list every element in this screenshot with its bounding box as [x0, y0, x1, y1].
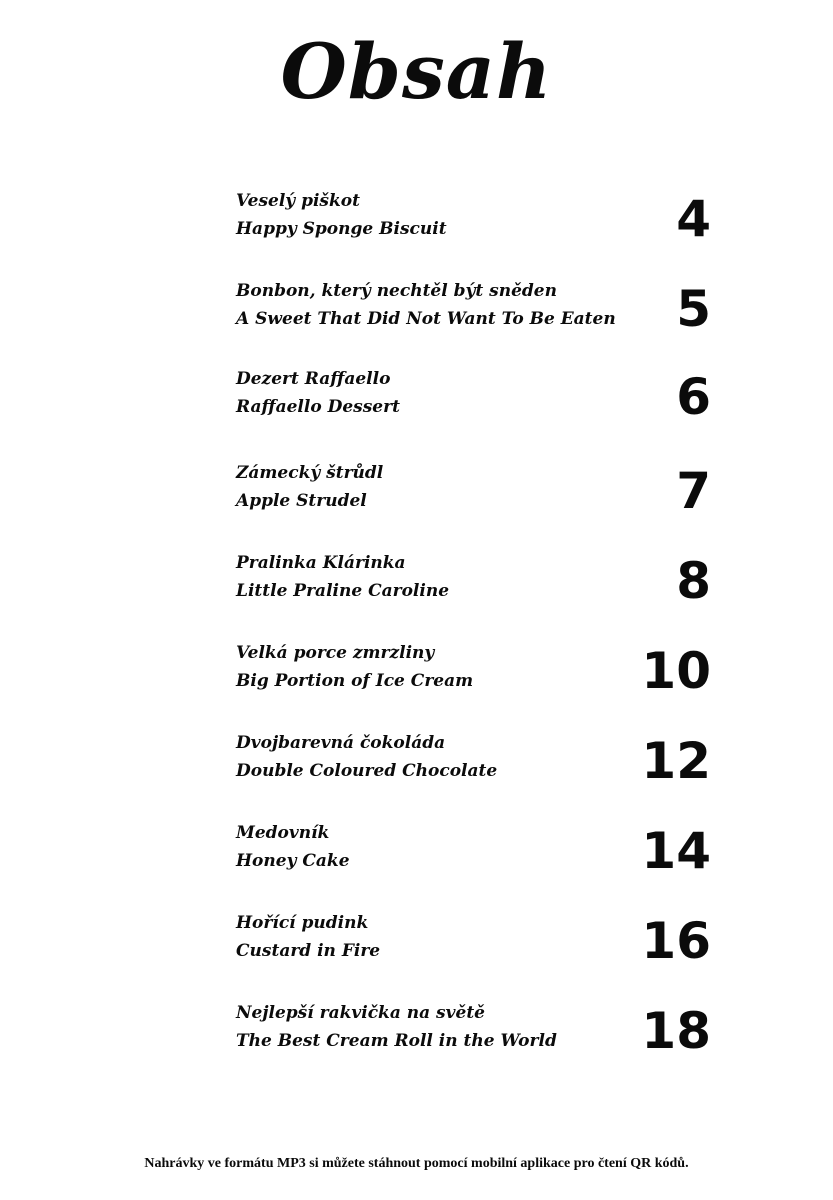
- toc-entry: [0, 992, 833, 1072]
- toc-entry-czech-title: Velká porce zmrzliny: [236, 643, 435, 663]
- table-of-contents: [0, 180, 833, 1080]
- toc-entry: [0, 632, 833, 712]
- toc-entry-czech-title: Bonbon, který nechtěl být sněden: [236, 281, 557, 301]
- toc-entry-english-title: Big Portion of Ice Cream: [236, 671, 474, 691]
- toc-entry-czech-title: Medovník: [236, 823, 330, 843]
- toc-entry-english-title: The Best Cream Roll in the World: [236, 1031, 557, 1051]
- toc-entry-page-number: 18: [641, 1002, 711, 1060]
- toc-entry-page-number: 14: [641, 822, 711, 880]
- toc-entry-czech-title: Dvojbarevná čokoláda: [236, 733, 446, 753]
- toc-entry-czech-title: Dezert Raffaello: [236, 369, 391, 389]
- toc-entry-english-title: Double Coloured Chocolate: [236, 761, 498, 781]
- toc-entry: [0, 902, 833, 982]
- toc-entry-czech-title: Hořící pudink: [236, 913, 369, 933]
- toc-entry: [0, 358, 833, 438]
- footer-note: Nahrávky ve formátu MP3 si můžete stáhnout pomocí mobilní aplikace pro čtení QR kódů.: [144, 1156, 689, 1171]
- toc-entry-page-number: 4: [676, 190, 711, 248]
- toc-entry-czech-title: Nejlepší rakvička na světě: [236, 1003, 485, 1023]
- toc-entry-page-number: 12: [641, 732, 711, 790]
- toc-entry: [0, 812, 833, 892]
- toc-entry-czech-title: Zámecký štrůdl: [236, 463, 384, 483]
- toc-entry-english-title: Raffaello Dessert: [236, 397, 400, 417]
- toc-entry: [0, 542, 833, 622]
- toc-entry-page-number: 5: [676, 280, 711, 338]
- toc-entry-english-title: Custard in Fire: [236, 941, 381, 961]
- toc-entry: [0, 722, 833, 802]
- toc-entry-page-number: 6: [676, 368, 711, 426]
- toc-entry-czech-title: Veselý piškot: [236, 191, 360, 211]
- toc-entry-english-title: Honey Cake: [236, 851, 350, 871]
- toc-entry: [0, 452, 833, 532]
- toc-entry: [0, 180, 833, 260]
- toc-entry-english-title: Little Praline Caroline: [236, 581, 450, 601]
- toc-entry-page-number: 10: [641, 642, 711, 700]
- toc-entry-english-title: Apple Strudel: [236, 491, 367, 511]
- page-title: Obsah: [280, 27, 553, 116]
- toc-entry-page-number: 16: [641, 912, 711, 970]
- toc-entry-czech-title: Pralinka Klárinka: [236, 553, 406, 573]
- toc-entry-english-title: Happy Sponge Biscuit: [236, 219, 447, 239]
- toc-entry-page-number: 8: [676, 552, 711, 610]
- toc-entry: [0, 270, 833, 350]
- toc-entry-page-number: 7: [676, 462, 711, 520]
- toc-entry-english-title: A Sweet That Did Not Want To Be Eaten: [236, 309, 616, 329]
